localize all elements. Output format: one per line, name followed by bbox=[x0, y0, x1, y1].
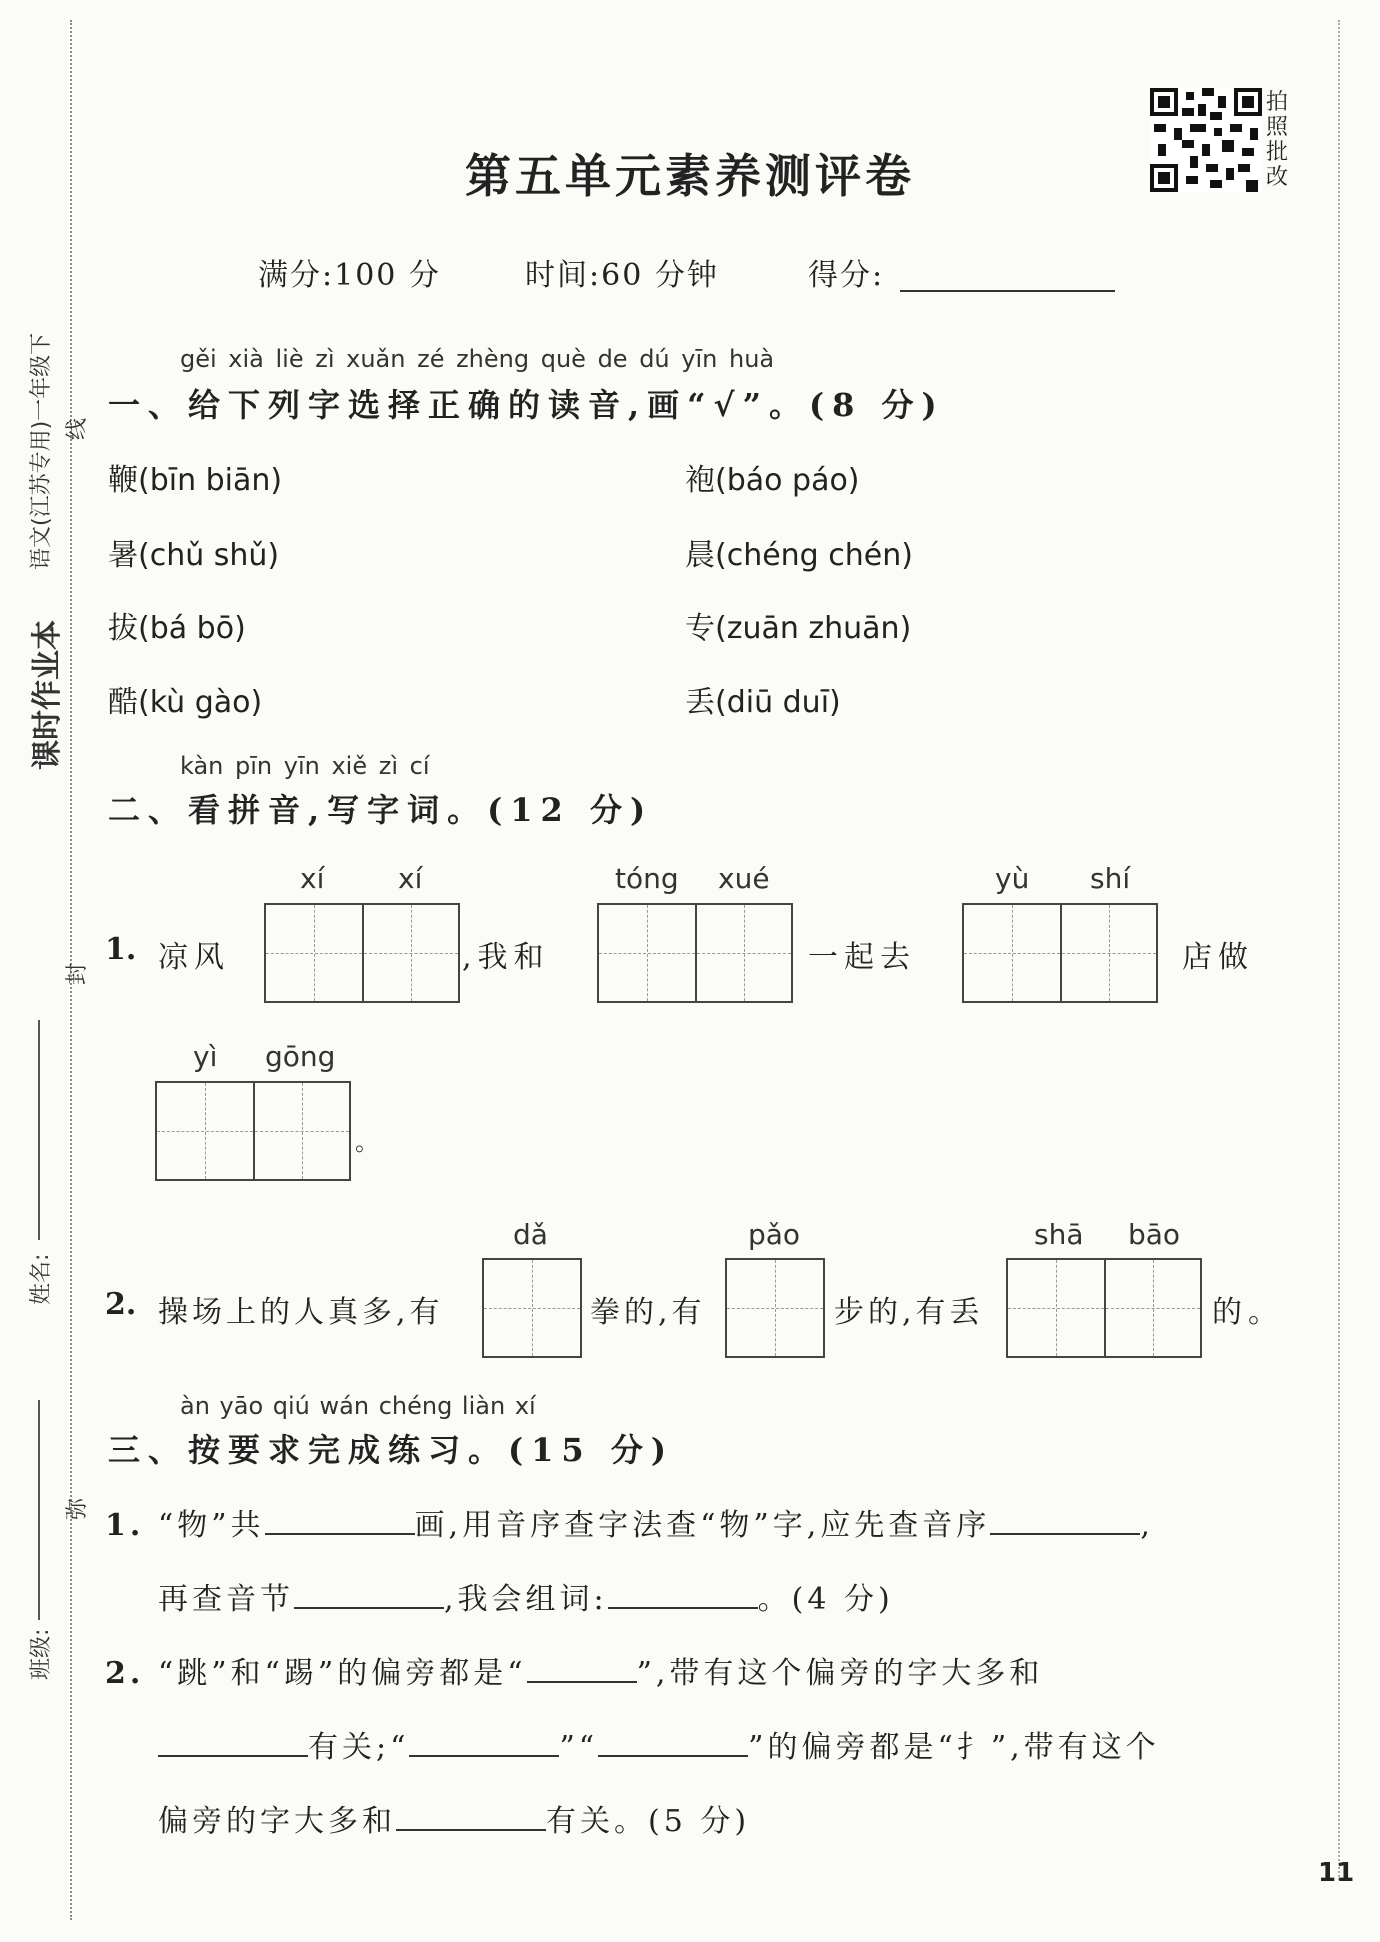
page-number: 11 bbox=[1318, 1858, 1355, 1888]
pinyin-yu: yù bbox=[995, 862, 1030, 895]
pinyin-da: dǎ bbox=[513, 1218, 548, 1251]
pinyin-tong: tóng bbox=[615, 862, 679, 895]
q2-1-text4: 店做 bbox=[1182, 940, 1254, 975]
item-pao[interactable]: 袍(báo páo) bbox=[685, 463, 860, 498]
letter-blank[interactable] bbox=[990, 1505, 1140, 1535]
section2-pinyin: kàn pīn yīn xiě zì cí bbox=[180, 752, 430, 780]
writing-grid-pao[interactable] bbox=[725, 1258, 825, 1358]
item-ku[interactable]: 酷(kù gào) bbox=[108, 685, 263, 720]
book-name: 课时作业本 bbox=[30, 620, 65, 770]
pinyin-yi: yì bbox=[193, 1040, 218, 1073]
section1-heading: 一、给下列字选择正确的读音,画“√”。(8 分) bbox=[108, 386, 945, 424]
pinyin-bao: bāo bbox=[1128, 1218, 1181, 1251]
pinyin-pao: pǎo bbox=[748, 1218, 801, 1251]
q2-2-text4: 的。 bbox=[1212, 1295, 1284, 1330]
class-label: 班级: bbox=[29, 1628, 54, 1680]
q3-2-line2: 有关;“ ”“ ”的偏旁都是“扌”,带有这个 bbox=[158, 1722, 1160, 1766]
class-blank[interactable] bbox=[38, 1400, 40, 1620]
name-label: 姓名: bbox=[29, 1253, 54, 1305]
writing-grid-xixi[interactable] bbox=[264, 903, 460, 1003]
radical-blank[interactable] bbox=[527, 1653, 637, 1683]
writing-grid-da[interactable] bbox=[482, 1258, 582, 1358]
item-zhuan[interactable]: 专(zuān zhuān) bbox=[685, 611, 912, 646]
item-bian[interactable]: 鞭(bīn biān) bbox=[108, 463, 283, 498]
q2-1-text1: 凉风 bbox=[158, 940, 230, 975]
section2-heading: 二、看拼音,写字词。(12 分) bbox=[108, 791, 654, 829]
seal-word-secure: 弥 bbox=[65, 1497, 90, 1520]
char-blank-1[interactable] bbox=[409, 1727, 559, 1757]
char-blank-2[interactable] bbox=[598, 1727, 748, 1757]
seal-word-seal: 封 bbox=[65, 962, 90, 985]
q2-1-number: 1. bbox=[105, 932, 137, 967]
q3-1-line1: 1. “物”共 画,用音序查字法查“物”字,应先查音序 , bbox=[105, 1500, 1154, 1544]
book-subtitle: 语文(江苏专用)一年级下 bbox=[29, 332, 54, 570]
pinyin-xi-1: xí bbox=[300, 862, 325, 895]
item-diu[interactable]: 丢(diū duī) bbox=[685, 685, 841, 720]
writing-grid-yushi[interactable] bbox=[962, 903, 1158, 1003]
pinyin-gong: gōng bbox=[265, 1040, 336, 1073]
relation-blank-2[interactable] bbox=[396, 1801, 546, 1831]
stroke-count-blank[interactable] bbox=[265, 1505, 415, 1535]
pinyin-shi: shí bbox=[1090, 862, 1131, 895]
syllable-blank[interactable] bbox=[294, 1579, 444, 1609]
q2-1-text3: 一起去 bbox=[808, 940, 916, 975]
q3-2-line1: 2. “跳”和“踢”的偏旁都是“ ”,带有这个偏旁的字大多和 bbox=[105, 1648, 1043, 1692]
section1-pinyin: gěi xià liè zì xuǎn zé zhèng què de dú yīn huà bbox=[180, 345, 775, 373]
name-blank[interactable] bbox=[38, 1020, 40, 1240]
seal-word-line: 线 bbox=[65, 417, 90, 440]
section3-pinyin: àn yāo qiú wán chéng liàn xí bbox=[180, 1392, 536, 1420]
writing-grid-yigong[interactable] bbox=[155, 1081, 351, 1181]
pinyin-xue: xué bbox=[718, 862, 770, 895]
right-dotted-line bbox=[1338, 20, 1340, 1880]
item-ba[interactable]: 拔(bá bō) bbox=[108, 611, 246, 646]
score-label: 得分: bbox=[808, 258, 885, 293]
writing-grid-tongxue[interactable] bbox=[597, 903, 793, 1003]
item-shu[interactable]: 暑(chǔ shǔ) bbox=[108, 538, 280, 573]
pinyin-sha: shā bbox=[1034, 1218, 1084, 1251]
q2-1-end: 。 bbox=[355, 1128, 385, 1156]
q2-2-text1: 操场上的人真多,有 bbox=[158, 1295, 444, 1330]
qr-label: 拍 照 批 改 bbox=[1266, 90, 1289, 190]
section3-heading: 三、按要求完成练习。(15 分) bbox=[108, 1431, 674, 1469]
page-title: 第五单元素养测评卷 bbox=[465, 149, 915, 203]
q2-2-number: 2. bbox=[105, 1287, 137, 1322]
time-limit: 时间:60 分钟 bbox=[525, 258, 719, 293]
q2-1-text2: ,我和 bbox=[462, 940, 550, 975]
score-blank[interactable] bbox=[900, 260, 1115, 292]
pinyin-xi-2: xí bbox=[398, 862, 423, 895]
q2-2-text3: 步的,有丢 bbox=[834, 1295, 984, 1330]
writing-grid-shabao[interactable] bbox=[1006, 1258, 1202, 1358]
relation-blank-1[interactable] bbox=[158, 1727, 308, 1757]
q3-1-line2: 再查音节 ,我会组词: 。(4 分) bbox=[158, 1574, 894, 1618]
word-blank[interactable] bbox=[608, 1579, 758, 1609]
q3-2-line3: 偏旁的字大多和 有关。(5 分) bbox=[158, 1796, 750, 1840]
q2-2-text2: 拳的,有 bbox=[590, 1295, 706, 1330]
full-score: 满分:100 分 bbox=[258, 258, 441, 293]
item-chen[interactable]: 晨(chéng chén) bbox=[685, 538, 913, 573]
